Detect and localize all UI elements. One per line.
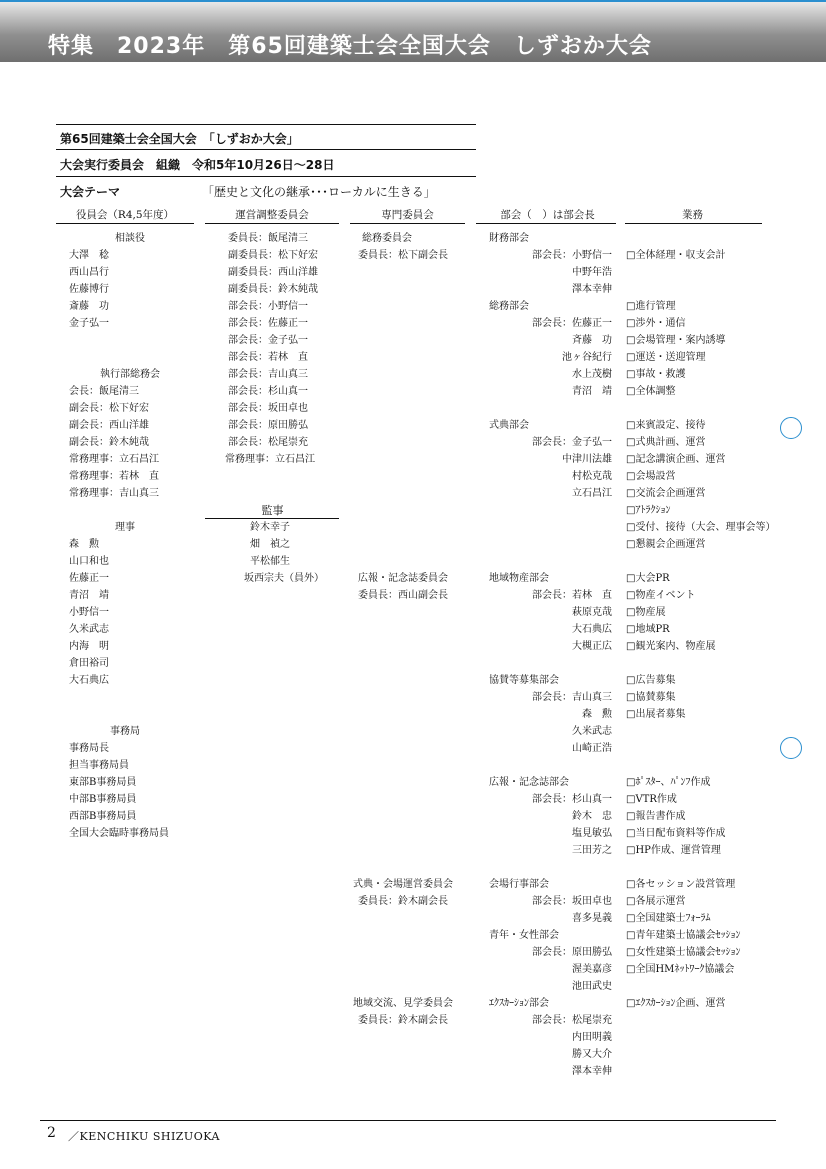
list-item: 会長：飯尾清三	[69, 386, 139, 397]
list-item: 部会長：佐藤正一	[228, 318, 308, 329]
column-rule	[350, 223, 465, 224]
subcommittee-chief: 部会長：杉山真一	[532, 794, 612, 805]
divider	[56, 149, 476, 150]
list-item: 西部B事務局員	[69, 811, 137, 822]
list-item: 佐藤博行	[69, 284, 109, 295]
subcommittee-chief: 部会長：坂田卓也	[532, 896, 612, 907]
subcommittee-member: 立石昌江	[572, 488, 612, 499]
duty-item: □交流会企画運営	[626, 488, 706, 499]
subcommittee-chief: 部会長：吉山真三	[532, 692, 612, 703]
duty-item: □物産イベント	[626, 590, 696, 601]
divider	[56, 124, 476, 125]
list-item: 部会長：小野信一	[228, 301, 308, 312]
duty-item: □全国建築士ﾌｫｰﾗﾑ	[626, 913, 711, 924]
committee-name: 総務委員会	[362, 233, 412, 244]
list-item: 畑 禎之	[250, 539, 290, 550]
subcommittee-name: 広報・記念誌部会	[489, 777, 569, 788]
subcommittee-chief: 部会長：金子弘一	[532, 437, 612, 448]
list-item: 常務理事：立石昌江	[225, 454, 315, 465]
duty-item: □来賓設定、接待	[626, 420, 706, 431]
subcommittee-member: 青沼 靖	[572, 386, 612, 397]
list-item: 部会長：吉山真三	[228, 369, 308, 380]
list-item: 委員長：飯尾清三	[228, 233, 308, 244]
list-item: 斎藤 功	[69, 301, 109, 312]
subcommittee-chief: 部会長：佐藤正一	[532, 318, 612, 329]
subcommittee-member: 三田芳之	[572, 845, 612, 856]
committee-chair: 委員長：松下副会長	[358, 250, 448, 261]
list-item: 小野信一	[69, 607, 109, 618]
section-heading: 理事	[115, 522, 135, 533]
duty-item: □進行管理	[626, 301, 676, 312]
subcommittee-member: 大槻正広	[572, 641, 612, 652]
duty-item: □ｴｸｽｶｰｼｮﾝ企画、運営	[626, 998, 726, 1009]
section-rule	[205, 518, 339, 519]
column-rule	[476, 223, 616, 224]
page-number: 2	[47, 1125, 56, 1141]
binder-hole-icon	[780, 417, 802, 439]
subcommittee-member: 塩見敏弘	[572, 828, 612, 839]
list-item: 部会長：坂田卓也	[228, 403, 308, 414]
footer-brand: ／KENCHIKU SHIZUOKA	[68, 1130, 220, 1143]
subcommittee-member: 喜多晃義	[572, 913, 612, 924]
list-item: 副委員長：松下好宏	[228, 250, 318, 261]
column-header-duties: 業務	[682, 209, 703, 221]
duty-item: □ﾎﾟｽﾀｰ、ﾊﾟﾝﾌ作成	[626, 777, 711, 788]
list-item: 副会長：松下好宏	[69, 403, 149, 414]
column-rule	[625, 223, 762, 224]
duty-item: □運送・送迎管理	[626, 352, 706, 363]
subcommittee-chief: 部会長：小野信一	[532, 250, 612, 261]
list-item: 森 勲	[69, 539, 99, 550]
list-item: 事務局長	[69, 743, 109, 754]
duty-item: □各展示運営	[626, 896, 686, 907]
subcommittee-member: 鈴木 忠	[572, 811, 612, 822]
duty-item: □ｱﾄﾗｸｼｮﾝ	[626, 505, 671, 516]
section-heading: 相談役	[115, 233, 145, 244]
doc-title: 第65回建築士会全国大会 「しずおか大会」	[60, 132, 299, 146]
subcommittee-member: 内田明義	[572, 1032, 612, 1043]
subcommittee-member: 勝又大介	[572, 1049, 612, 1060]
list-item: 全国大会臨時事務局員	[69, 828, 169, 839]
footer-rule	[40, 1120, 776, 1121]
list-item: 佐藤正一	[69, 573, 109, 584]
duty-item: □観光案内、物産展	[626, 641, 716, 652]
list-item: 鈴木幸子	[250, 522, 290, 533]
duty-item: □各セッション設営管理	[626, 879, 736, 890]
subcommittee-name: 協賛等募集部会	[489, 675, 559, 686]
list-item: 久米武志	[69, 624, 109, 635]
list-item: 副会長：鈴木純哉	[69, 437, 149, 448]
duty-item: □渉外・通信	[626, 318, 686, 329]
committee-chair: 委員長：西山副会長	[358, 590, 448, 601]
subcommittee-name: ｴｸｽｶｰｼｮﾝ部会	[489, 998, 549, 1009]
duty-item: □VTR作成	[626, 794, 677, 805]
section-heading: 執行部総務会	[100, 369, 160, 380]
subcommittee-name: 総務部会	[489, 301, 529, 312]
subcommittee-member: 池ヶ谷紀行	[562, 352, 612, 363]
committee-chair: 委員長：鈴木副会長	[358, 1015, 448, 1026]
list-item: 青沼 靖	[69, 590, 109, 601]
subcommittee-member: 斉藤 功	[572, 335, 612, 346]
list-item: 常務理事：吉山真三	[69, 488, 159, 499]
list-item: 中部B事務局員	[69, 794, 137, 805]
list-item: 担当事務局員	[69, 760, 129, 771]
list-item: 常務理事：立石昌江	[69, 454, 159, 465]
section-heading: 事務局	[110, 726, 140, 737]
duty-item: □協賛募集	[626, 692, 676, 703]
list-item: 内海 明	[69, 641, 109, 652]
subcommittee-member: 池田武史	[572, 981, 612, 992]
subcommittee-member: 中津川法雄	[562, 454, 612, 465]
duty-item: □全国HMﾈｯﾄﾜｰｸ協議会	[626, 964, 735, 975]
list-item: 倉田裕司	[69, 658, 109, 669]
duty-item: □会場設営	[626, 471, 676, 482]
subcommittee-chief: 部会長：若林 直	[532, 590, 612, 601]
doc-subtitle: 大会実行委員会 組織 令和5年10月26日～28日	[60, 158, 335, 172]
list-item: 山口和也	[69, 556, 109, 567]
header-banner	[0, 0, 826, 62]
banner-title: 特集 2023年 第65回建築士会全国大会 しずおか大会	[48, 34, 652, 59]
list-item: 部会長：杉山真一	[228, 386, 308, 397]
committee-name: 広報・記念誌委員会	[358, 573, 448, 584]
subcommittee-member: 渥美嘉彦	[572, 964, 612, 975]
subcommittee-member: 山崎正浩	[572, 743, 612, 754]
committee-name: 式典・会場運営委員会	[353, 879, 453, 890]
duty-item: □HP作成、運営管理	[626, 845, 721, 856]
list-item: 副委員長：鈴木純哉	[228, 284, 318, 295]
list-item: 部会長：金子弘一	[228, 335, 308, 346]
duty-item: □全体調整	[626, 386, 676, 397]
column-header-coordination: 運営調整委員会	[235, 209, 309, 221]
list-item: 西山昌行	[69, 267, 109, 278]
list-item: 東部B事務局員	[69, 777, 137, 788]
subcommittee-member: 澤本幸伸	[572, 1066, 612, 1077]
theme-label: 大会テーマ	[60, 185, 121, 199]
duty-item: □地域PR	[626, 624, 670, 635]
duty-item: □受付、接待（大会、理事会等）	[626, 522, 776, 533]
list-item: 副委員長：西山洋雄	[228, 267, 318, 278]
column-header-committees: 専門委員会	[381, 209, 434, 221]
binder-hole-icon	[780, 737, 802, 759]
column-header-subcommittees: 部会（ ）は部会長	[500, 209, 595, 221]
list-item: 平松郁生	[250, 556, 290, 567]
subcommittee-member: 澤本幸伸	[572, 284, 612, 295]
subcommittee-member: 森 勲	[582, 709, 612, 720]
list-item: 副会長：西山洋雄	[69, 420, 149, 431]
duty-item: □会場管理・案内誘導	[626, 335, 726, 346]
list-item: 大澤 稔	[69, 250, 109, 261]
duty-item: □広告募集	[626, 675, 676, 686]
subcommittee-name: 会場行事部会	[489, 879, 549, 890]
duty-item: □懇親会企画運営	[626, 539, 706, 550]
committee-name: 地域交流、見学委員会	[353, 998, 453, 1009]
duty-item: □式典計画、運営	[626, 437, 706, 448]
duty-item: □青年建築士協議会ｾｯｼｮﾝ	[626, 930, 741, 941]
duty-item: □報告書作成	[626, 811, 686, 822]
subcommittee-name: 式典部会	[489, 420, 529, 431]
duty-item: □出展者募集	[626, 709, 686, 720]
column-rule	[205, 223, 339, 224]
subcommittee-member: 中野年浩	[572, 267, 612, 278]
subcommittee-name: 青年・女性部会	[489, 930, 559, 941]
duty-item: □大会PR	[626, 573, 670, 584]
subcommittee-member: 水上茂樹	[572, 369, 612, 380]
subcommittee-member: 大石典広	[572, 624, 612, 635]
subcommittee-name: 地域物産部会	[489, 573, 549, 584]
duty-item: □全体経理・収支会計	[626, 250, 726, 261]
column-header-officers: 役員会（R4,5年度）	[75, 209, 175, 221]
duty-item: □女性建築士協議会ｾｯｼｮﾝ	[626, 947, 741, 958]
committee-chair: 委員長：鈴木副会長	[358, 896, 448, 907]
divider	[56, 176, 476, 177]
duty-item: □記念講演企画、運営	[626, 454, 726, 465]
subcommittee-name: 財務部会	[489, 233, 529, 244]
list-item: 坂西宗夫（員外）	[244, 573, 324, 584]
duty-item: □物産展	[626, 607, 666, 618]
column-rule	[56, 223, 194, 224]
duty-item: □事故・救護	[626, 369, 686, 380]
subcommittee-member: 久米武志	[572, 726, 612, 737]
list-item: 常務理事：若林 直	[69, 471, 159, 482]
list-item: 部会長：原田勝弘	[228, 420, 308, 431]
list-item: 大石典広	[69, 675, 109, 686]
subcommittee-chief: 部会長：原田勝弘	[532, 947, 612, 958]
theme-text: 「歴史と文化の継承･･･ローカルに生きる」	[202, 185, 436, 199]
section-heading: 監事	[261, 504, 284, 517]
duty-item: □当日配布資料等作成	[626, 828, 726, 839]
subcommittee-member: 萩原克哉	[572, 607, 612, 618]
list-item: 部会長：若林 直	[228, 352, 308, 363]
subcommittee-chief: 部会長：松尾崇充	[532, 1015, 612, 1026]
list-item: 部会長：松尾崇充	[228, 437, 308, 448]
subcommittee-member: 村松克哉	[572, 471, 612, 482]
list-item: 金子弘一	[69, 318, 109, 329]
